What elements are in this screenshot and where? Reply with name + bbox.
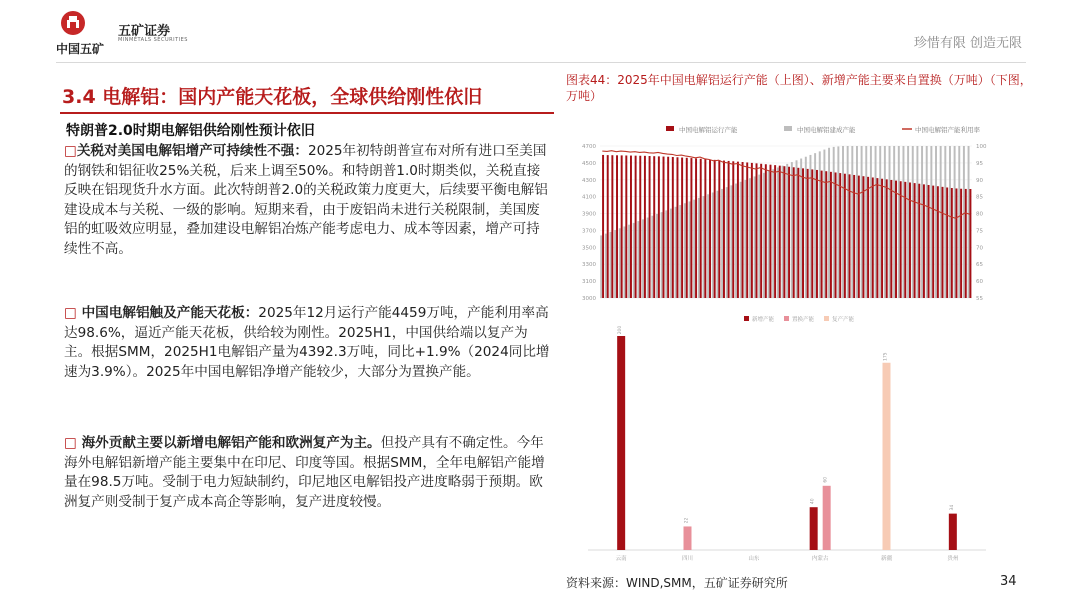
built-capacity-bar [828,148,830,298]
running-capacity-bar [737,162,739,298]
built-capacity-bar [907,146,909,298]
x-tick-label: 云南 [615,556,627,562]
built-capacity-bar [902,146,904,298]
paragraph-lead: 关税对美国电解铝增产可持续性不强： [76,143,308,159]
running-capacity-bar [802,168,804,298]
running-capacity-bar [783,166,785,298]
legend-label: 复产产能 [832,317,855,323]
running-capacity-bar [816,170,818,298]
legend-swatch [784,316,789,321]
running-capacity-bar [667,157,669,298]
built-capacity-bar [777,167,779,298]
running-capacity-bar [602,155,604,298]
legend-label: 新增产能 [752,317,775,323]
running-capacity-bar [951,188,953,298]
figure-title: 图表44：2025年中国电解铝运行产能（上图）、新增产能主要来自置换（万吨）（下图，万吨） [566,73,1032,103]
running-capacity-bar [742,162,744,298]
data-label: 40 [810,498,816,505]
data-label: 22 [684,517,690,524]
built-capacity-bar [679,205,681,298]
built-capacity-bar [637,221,639,298]
data-label: 34 [949,504,955,511]
brand-name: 中国五矿 [56,42,105,56]
running-capacity-bar [914,183,916,298]
built-capacity-bar [796,160,798,298]
region-capacity-bar [684,526,692,550]
built-capacity-bar [651,216,653,298]
built-capacity-bar [944,146,946,298]
built-capacity-bar [656,214,658,298]
built-capacity-bar [889,146,891,298]
data-label: 60 [823,476,829,483]
built-capacity-bar [898,146,900,298]
built-capacity-bar [814,153,816,298]
built-capacity-bar [861,146,863,298]
built-capacity-bar [689,201,691,298]
built-capacity-bar [614,230,616,298]
running-capacity-bar [695,158,697,298]
running-capacity-bar [811,169,813,298]
built-capacity-bar [772,169,774,298]
built-capacity-bar [763,173,765,298]
built-capacity-bar [865,146,867,298]
running-capacity-bar [867,177,869,298]
source-note: 资料来源：WIND,SMM，五矿证券研究所 [566,576,788,590]
built-capacity-bar [837,146,839,298]
legend-swatch [744,316,749,321]
legend-label: 中国电解铝运行产能 [679,126,738,134]
brand-subname: 五矿证券 [118,24,171,39]
running-capacity-bar [723,161,725,298]
data-label: 200 [618,325,624,335]
built-capacity-bar [768,171,770,298]
built-capacity-bar [744,180,746,298]
running-capacity-bar [672,157,674,298]
built-capacity-bar [940,146,942,298]
built-capacity-bar [726,187,728,298]
built-capacity-bar [619,228,621,298]
running-capacity-bar [621,155,623,298]
running-capacity-bar [849,174,851,298]
built-capacity-bar [740,182,742,298]
built-capacity-bar [954,146,956,298]
y2-tick-label: 85 [976,194,983,201]
y-tick-label: 3900 [582,211,596,218]
y2-tick-label: 70 [976,245,983,252]
built-capacity-bar [610,232,612,298]
built-capacity-bar [856,146,858,298]
running-capacity-bar [769,165,771,298]
running-capacity-bar [960,189,962,298]
running-capacity-bar [774,165,776,298]
running-capacity-bar [872,177,874,298]
running-capacity-bar [765,164,767,298]
built-capacity-bar [884,146,886,298]
built-capacity-bar [707,194,709,298]
built-capacity-bar [600,235,602,298]
running-capacity-bar [625,155,627,298]
built-capacity-bar [749,178,751,298]
built-capacity-bar [847,146,849,298]
legend-swatch [824,316,829,321]
running-capacity-bar [718,160,720,298]
built-capacity-bar [628,225,630,298]
running-capacity-bar [918,184,920,298]
x-tick-label: 四川 [681,556,694,562]
running-capacity-bar [639,156,641,298]
built-capacity-bar [968,146,970,298]
page-number: 34 [1000,574,1017,589]
region-capacity-bar [823,486,831,550]
built-capacity-bar [893,146,895,298]
running-capacity-bar [797,168,799,298]
y2-tick-label: 90 [976,177,983,184]
legend-swatch [784,126,792,131]
running-capacity-bar [830,172,832,298]
paragraph-text: 2025年初特朗普宣布对所有进口至美国的钢铁和铝征收25%关税，后来上调至50%。和特朗普1.0时期类似，关税直接反映在铝现货升水方面。此次特朗普2.0的关税政策力度更大，后续要平衡电解铝建设成本与关税、一级的影响。短期来看，由于废铝尚未进行关税限制，美国废铝的虹吸效应明显，叠加建设电解铝冶炼产能考虑电力、成本等因素，增产可持续性不高。 [64,143,548,257]
header-divider [56,62,1026,63]
built-capacity-bar [930,146,932,298]
china-minmetals-logo-icon [60,10,86,36]
y-tick-label: 3500 [582,245,596,252]
running-capacity-bar [635,156,637,298]
section-title: 3.4 电解铝：国内产能天花板，全球供给刚性依旧 [62,86,483,108]
running-capacity-bar [965,189,967,298]
built-capacity-bar [684,203,686,298]
region-capacity-bar [949,514,957,550]
paragraph-text: 2025年12月运行产能4459万吨，产能利用率高达98.6%，逼近产能天花板，供给较为刚性。2025H1，中国供给端以复产为主。根据SMM，2025H1电解铝产量为4392.3万吨，同比+1.9%（2024同比增速为3.9%）。2025年中国电解铝净增产能较少，大部分为置换产能。 [64,305,550,380]
built-capacity-bar [879,146,881,298]
built-capacity-bar [730,185,732,298]
built-capacity-bar [833,147,835,298]
running-capacity-bar [616,155,618,298]
slide-subtitle: 特朗普2.0时期电解铝供给刚性预计依旧 [66,123,315,139]
x-tick-label: 贵州 [947,556,959,562]
running-capacity-bar [788,167,790,298]
y2-tick-label: 55 [976,296,983,302]
running-capacity-bar [890,180,892,298]
built-capacity-bar [823,150,825,298]
capacity-chart [566,120,1006,306]
built-capacity-bar [642,219,644,298]
running-capacity-bar [942,187,944,298]
running-capacity-bar [714,160,716,298]
running-capacity-bar [607,155,609,298]
built-capacity-bar [782,166,784,298]
y-tick-label: 4500 [582,160,596,167]
running-capacity-bar [690,158,692,298]
running-capacity-bar [728,161,730,298]
running-capacity-bar [946,187,948,298]
running-capacity-bar [862,176,864,298]
y-tick-label: 4100 [582,194,596,201]
built-capacity-bar [963,146,965,298]
running-capacity-bar [676,157,678,298]
legend-label: 中国电解铝产能利用率 [915,126,980,134]
built-capacity-bar [912,146,914,298]
running-capacity-bar [886,179,888,298]
running-capacity-bar [779,166,781,298]
built-capacity-bar [758,175,760,298]
y-tick-label: 3100 [582,279,596,286]
running-capacity-bar [955,188,957,298]
built-capacity-bar [693,200,695,298]
y-tick-label: 4300 [582,177,596,184]
running-capacity-bar [732,161,734,298]
built-capacity-bar [926,146,928,298]
legend-label: 中国电解铝建成产能 [797,126,856,134]
built-capacity-bar [721,189,723,298]
built-capacity-bar [921,146,923,298]
legend-swatch [666,126,674,131]
paragraph-text: 但投产具有不确定性。今年海外电解铝新增产能主要集中在印尼、印度等国。根据SMM，全年电解铝产能增量在98.5万吨。受制于电力短缺制约，印尼地区电解铝投产进度略弱于预期。欧洲复产则受制于复产成本高企等影响，复产进度较慢。 [64,435,545,510]
built-capacity-bar [870,146,872,298]
running-capacity-bar [937,186,939,298]
y2-tick-label: 65 [976,262,983,269]
running-capacity-bar [746,162,748,298]
built-capacity-bar [623,226,625,298]
new-capacity-chart [574,306,994,568]
running-capacity-bar [825,171,827,298]
running-capacity-bar [844,174,846,298]
y2-tick-label: 100 [976,144,987,150]
built-capacity-bar [819,151,821,298]
built-capacity-bar [633,223,635,298]
running-capacity-bar [807,169,809,298]
built-capacity-bar [698,198,700,298]
running-capacity-bar [653,156,655,298]
y-tick-label: 3300 [582,262,596,269]
built-capacity-bar [842,146,844,298]
built-capacity-bar [661,212,663,298]
bullet-icon: □ [64,435,77,451]
y2-tick-label: 80 [976,211,983,218]
running-capacity-bar [644,156,646,298]
running-capacity-bar [756,163,758,298]
x-tick-label: 内蒙古 [811,556,829,562]
running-capacity-bar [793,167,795,298]
built-capacity-bar [949,146,951,298]
built-capacity-bar [851,146,853,298]
running-capacity-bar [839,173,841,298]
running-capacity-bar [649,156,651,298]
paragraph-lead: 中国电解铝触及产能天花板： [76,305,259,321]
title-underline [60,112,554,114]
bullet-icon: □ [64,143,77,159]
built-capacity-bar [875,146,877,298]
running-capacity-bar [611,155,613,298]
running-capacity-bar [663,157,665,298]
slogan: 珍惜有限 创造无限 [913,36,1022,51]
running-capacity-bar [751,163,753,298]
built-capacity-bar [670,209,672,298]
built-capacity-bar [665,210,667,298]
built-capacity-bar [675,207,677,298]
built-capacity-bar [735,184,737,298]
x-tick-label: 山东 [748,556,760,562]
bullet-icon: □ [64,305,77,321]
built-capacity-bar [935,146,937,298]
running-capacity-bar [835,172,837,298]
built-capacity-bar [791,162,793,298]
y2-tick-label: 95 [976,160,983,167]
running-capacity-bar [700,159,702,298]
built-capacity-bar [916,146,918,298]
running-capacity-bar [686,158,688,298]
region-capacity-bar [617,336,625,550]
brand-subname-en: MINMETALS SECURITIES [118,37,188,43]
running-capacity-bar [895,181,897,298]
running-capacity-bar [969,189,971,298]
region-capacity-bar [883,363,891,550]
running-capacity-bar [932,186,934,298]
paragraph-lead: 海外贡献主要以新增电解铝产能和欧洲复产为主。 [76,435,381,451]
running-capacity-bar [709,160,711,298]
built-capacity-bar [712,192,714,298]
running-capacity-bar [900,181,902,298]
y2-tick-label: 75 [976,228,983,235]
paragraph-china-capacity [64,304,552,382]
x-tick-label: 新疆 [880,556,893,562]
built-capacity-bar [605,234,607,298]
built-capacity-bar [786,164,788,298]
built-capacity-bar [647,218,649,298]
running-capacity-bar [681,158,683,298]
y-tick-label: 4700 [582,144,596,150]
running-capacity-bar [704,159,706,298]
running-capacity-bar [881,179,883,298]
y-tick-label: 3000 [582,296,596,302]
running-capacity-bar [876,178,878,298]
y-tick-label: 3700 [582,228,596,235]
legend-label: 置换产能 [792,317,815,323]
running-capacity-bar [904,182,906,298]
running-capacity-bar [630,156,632,298]
page-header [0,0,1080,64]
built-capacity-bar [800,159,802,298]
running-capacity-bar [760,164,762,298]
running-capacity-bar [928,185,930,298]
region-capacity-bar [810,507,818,550]
built-capacity-bar [809,155,811,298]
y2-tick-label: 60 [976,279,983,286]
paragraph-overseas [64,434,552,512]
running-capacity-bar [923,184,925,298]
data-label: 175 [883,352,889,362]
built-capacity-bar [716,191,718,298]
built-capacity-bar [703,196,705,298]
running-capacity-bar [658,156,660,298]
paragraph-tariff [64,142,552,259]
built-capacity-bar [958,146,960,298]
built-capacity-bar [754,176,756,298]
running-capacity-bar [821,171,823,298]
